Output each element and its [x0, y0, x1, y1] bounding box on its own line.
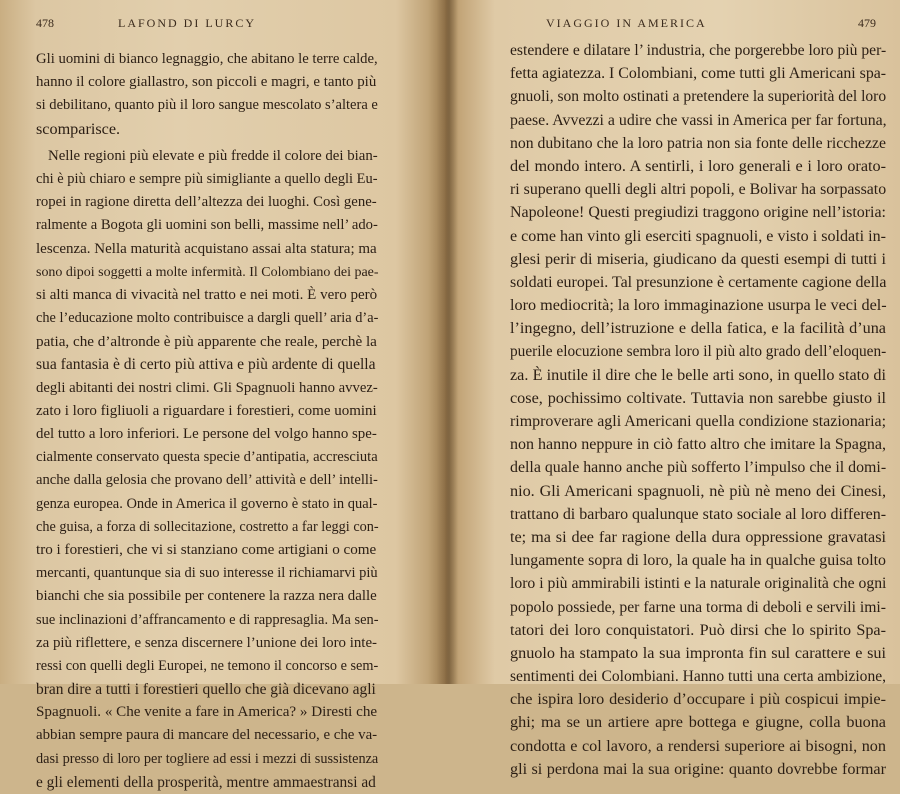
text-line: dasi presso di loro per togliere ad essi i mezzi di sussistenza: [36, 750, 379, 767]
text-line: te; ma si dee far ragione della dura oppressione gravatasi: [510, 527, 886, 546]
text-line: si debilitano, quanto più il loro sangue mescolato s’altera e: [36, 97, 378, 114]
text-line: genza europea. Onde in America il governo è stato in qual-: [36, 495, 378, 512]
text-line: gnuoli, son molto ostinati a pretendere la superiorità del loro: [510, 88, 887, 106]
text-line: mercanti, quantunque sia di suo interesse il richiamarvi più: [36, 565, 378, 582]
text-line: e come han vinto gli eserciti spagnuoli, e visto i soldati in-: [510, 227, 886, 245]
text-line: rimproverare agli Americani quella condizione stazionaria;: [510, 413, 886, 430]
text-line: del mondo intero. A sentirli, i loro generali e i loro orato-: [510, 156, 886, 175]
text-line: gnuolo ha stampato la sua impronta fin sul carattere e sui: [510, 643, 886, 662]
text-line: sua fantasia è di certo più attiva e più ardente di quella: [36, 356, 376, 374]
text-line: estendere e dilatare l’ industria, che porgerebbe loro più per-: [510, 42, 887, 59]
text-line: Nelle regioni più elevate e più fredde il colore dei bian-: [48, 147, 378, 164]
text-line: tatori dei loro conquistatori. Può dirsi che lo spirito Spa-: [510, 620, 886, 639]
left-page: [0, 0, 440, 791]
text-line: puerile elocuzione sembra loro il più alto grado dell’eloquen-: [510, 343, 887, 361]
text-line: ropei in ragione diretta dell’altezza dei luoghi. Così gene-: [36, 194, 377, 211]
text-line: che ispira loro desiderio d’occupare i più cospicui impie-: [510, 690, 886, 709]
text-line: scomparisce.: [36, 119, 121, 138]
right-page-text: [510, 39, 886, 781]
text-line: Gli uomini di bianco legnaggio, che abitano le terre calde,: [36, 51, 378, 67]
left-page-header: [36, 16, 406, 32]
right-running-head: VIAGGIO IN AMERICA: [546, 16, 707, 30]
text-line: della quale hanno anche più sofferto l’impulso che il domi-: [510, 459, 887, 477]
text-line: patia, che d’altronde è più apparente che reale, perchè la: [36, 333, 377, 351]
text-line: tro i forestieri, che vi si stanziano come artigiani o come: [36, 541, 377, 558]
text-line: anche dalla gelosia che provano dell’ attività e dell’ intelli-: [36, 472, 378, 489]
text-line: glesi perir di miseria, giudicano da questi esempi di tutti i: [510, 249, 886, 268]
text-line: ri superano quelli degli altri popoli, e Bolivar ha sorpassato: [510, 181, 887, 199]
text-line: chi è più chiaro e sempre più simigliante a quello degli Eu-: [36, 170, 378, 187]
right-page: [450, 0, 900, 778]
text-line: ralmente a Bogota gli uomini son belli, massime nell’ ado-: [36, 217, 378, 234]
text-line: ressi con quelli degli Europei, ne temono il concorso e sem-: [36, 657, 379, 674]
text-line: del tutto a loro inferiori. Le persone del volgo hanno spe-: [36, 426, 377, 442]
text-line: loro i più ammirabili istinti e la naturale originalità che ogni: [510, 575, 887, 593]
text-line: l’ingegno, dell’istruzione e della fatica, e la facilità d’una: [510, 319, 886, 338]
text-line: che guisa, a forza di sollecitazione, costretto a far leggi con-: [36, 518, 379, 535]
text-line: sono dipoi soggetti a molte infermità. Il Colombiano dei pae-: [36, 264, 379, 280]
text-line: loro mediocrità; la loro immaginazione usurpa le veci del-: [510, 296, 887, 315]
right-page-number: 479: [858, 16, 876, 30]
text-line: cialmente conservato questa specie d’antipatia, accresciuta: [36, 449, 378, 466]
text-line: nio. Gli Americani spagnuoli, nè più nè meno dei Cinesi,: [510, 481, 886, 500]
text-line: zato i loro figliuoli a riguardare i forestieri, come uomini: [36, 402, 377, 419]
text-line: gli si perdona mai la sua origine: quanto dovrebbe formar: [510, 759, 886, 778]
text-line: sue inclinazioni d’affrancamento e di rappresaglia. Ma sen-: [36, 611, 379, 628]
text-line: paese. Avvezzi a udire che vassi in America per far fortuna,: [510, 111, 887, 129]
text-line: ghi; ma se un artiere apre bottega e giugne, colla buona: [510, 713, 886, 732]
text-line: za. È inutile il dire che le belle arti sono, in quello stato di: [510, 365, 886, 384]
text-line: za più riflettere, e senza discernere l’unione dei loro inte-: [36, 634, 378, 651]
text-line: Napoleone! Questi pregiudizi traggono origine nell’istoria:: [510, 204, 886, 222]
text-line: lungamente sopra di loro, la quale ha in qualche guisa tolto: [510, 552, 886, 570]
text-line: non dubitano che la loro patria non sia fonte delle ricchezze: [510, 134, 886, 152]
text-line: lescenza. Nella maturità acquistano assai alta statura; ma: [36, 240, 377, 257]
text-line: si alti manca di vivacità nel tratto e nei moti. È vero però: [36, 286, 378, 303]
text-line: che l’educazione molto contribuisce a dargli quell’ aria d’a-: [36, 310, 379, 327]
text-line: bianchi che sia possibile per contenere la razza nera dalle: [36, 588, 377, 605]
text-line: abbian sempre paura di mancare del necessario, e che va-: [36, 727, 378, 744]
text-line: sentimenti dei Colombiani. Hanno tutti una certa ambizione,: [510, 668, 886, 686]
right-page-header: [546, 16, 876, 32]
text-line: cose, pochissimo coltivate. Tuttavia non sarebbe giusto il: [510, 388, 886, 407]
text-line: Spagnuoli. « Che venite a fare in America? » Diresti che: [36, 704, 378, 721]
text-line: degli abitanti dei nostri climi. Gli Spagnuoli hanno avvez-: [36, 379, 378, 396]
left-page-text: [0, 48, 379, 794]
text-line: fetta agiatezza. I Colombiani, come tutti gli Americani spa-: [510, 65, 887, 83]
text-line: soldati europei. Tal presunzione è certamente cagione della: [510, 273, 887, 291]
left-running-head: LAFOND DI LURCY: [118, 16, 256, 30]
text-line: popolo possiede, per farne una torma di deboli e servili imi-: [510, 598, 886, 616]
text-line: e gli elementi della prosperità, mentre ammaestransi ad: [36, 773, 376, 791]
text-line: non hanno neppure in ciò fatto altro che imitare la Spagna,: [510, 436, 886, 454]
left-page-number: 478: [36, 16, 54, 30]
text-line: bran dire a tutti i forestieri quello che già dicevano agli: [36, 681, 376, 699]
text-line: condotta e col lavoro, a rendersi superiore ai bisogni, non: [510, 736, 886, 755]
text-line: trattano di barbaro qualunque stato sociale al loro differen-: [510, 505, 887, 523]
text-line: hanno il colore giallastro, son piccoli e magri, e tanto più: [36, 74, 377, 91]
